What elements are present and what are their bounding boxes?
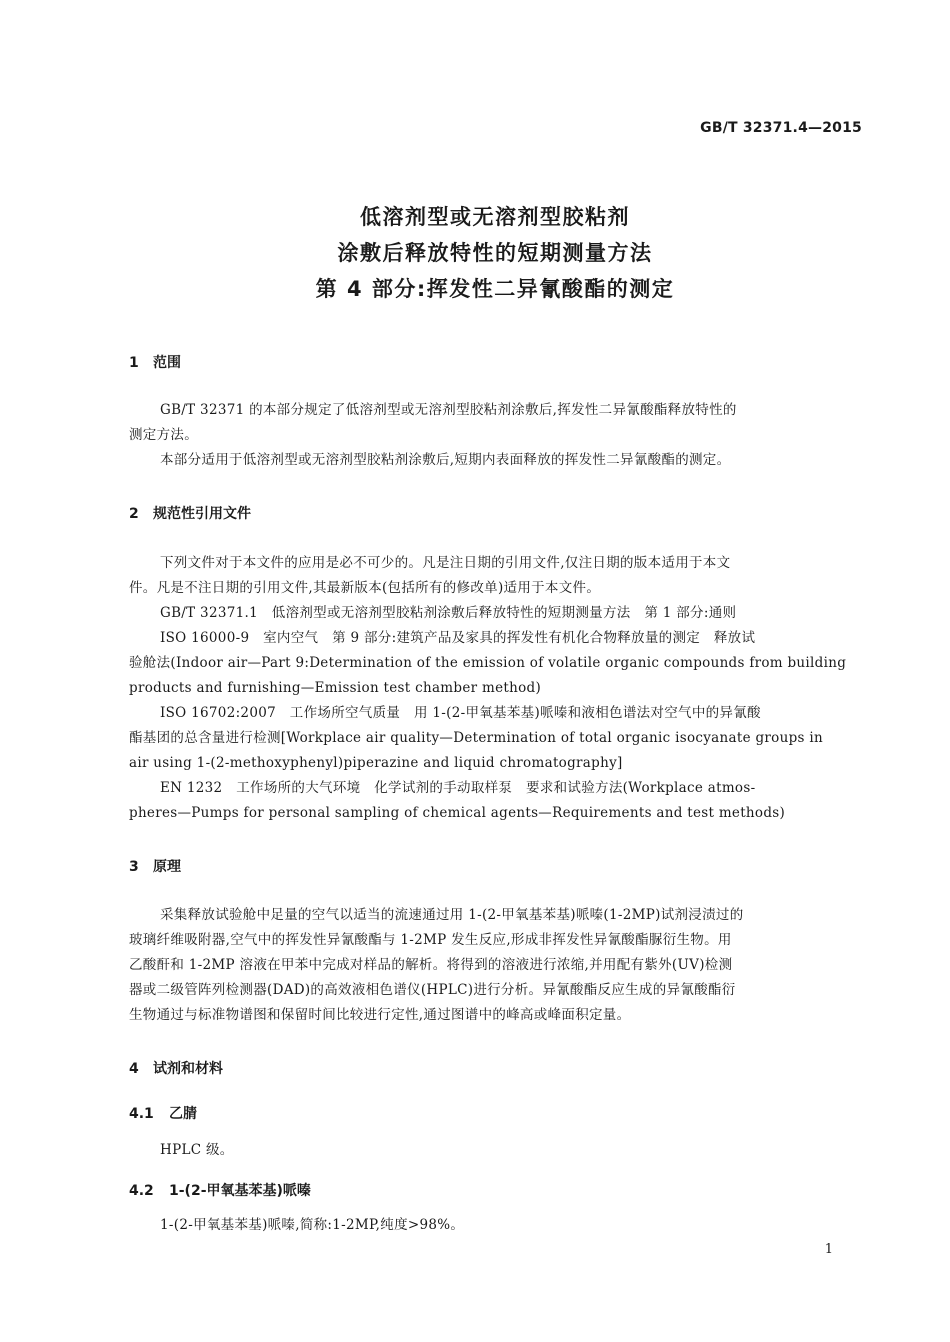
text-line: products and furnishing—Emission test chamber method) [129,680,542,696]
subsection-4-1-body [129,1138,860,1163]
section-title: 规范性引用文件 [153,506,251,522]
page-number: 1 [824,1242,833,1257]
subsection-4-2-body [129,1213,860,1238]
section-3-heading [129,856,181,876]
text-line: 采集释放试验舱中足量的空气以适当的流速通过用 1-(2-甲氧基苯基)哌嗪(1-2MP)试剂浸渍过的 [160,907,744,923]
subsection-4-2-heading [129,1180,311,1200]
reference-item: GB/T 32371.1 低溶剂型或无溶剂型胶粘剂涂敷后释放特性的短期测量方法 第 1 部分:通则 [160,605,737,621]
section-2-body [129,551,860,826]
text-line: 件。凡是不注日期的引用文件,其最新版本(包括所有的修改单)适用于本文件。 [129,580,601,596]
text-line: 下列文件对于本文件的应用是必不可少的。凡是注日期的引用文件,仅注日期的版本适用于本文 [160,555,731,571]
title-line-1: 低溶剂型或无溶剂型胶粘剂 [360,205,630,229]
text-line: GB/T 32371 的本部分规定了低溶剂型或无溶剂型胶粘剂涂敷后,挥发性二异氰酸酯释放特性的 [160,402,737,418]
document-title [0,199,950,307]
text-line: 本部分适用于低溶剂型或无溶剂型胶粘剂涂敷后,短期内表面释放的挥发性二异氰酸酯的测定。 [160,452,731,468]
reference-item: EN 1232 工作场所的大气环境 化学试剂的手动取样泵 要求和试验方法(Workplace atmos- [160,780,756,796]
subsection-number: 4.2 [129,1183,154,1199]
section-number: 1 [129,355,139,371]
standard-code: GB/T 32371.4—2015 [700,120,862,136]
text-line: 玻璃纤维吸附器,空气中的挥发性异氰酸酯与 1-2MP 发生反应,形成非挥发性异氰酸酯脲衍生物。用 [129,932,732,948]
section-number: 3 [129,859,139,875]
subsection-number: 4.1 [129,1106,154,1122]
text-line: 生物通过与标准物谱图和保留时间比较进行定性,通过图谱中的峰高或峰面积定量。 [129,1007,631,1023]
section-2-heading [129,503,251,523]
text-line: 测定方法。 [129,427,198,443]
section-number: 4 [129,1061,139,1077]
section-title: 原理 [153,859,181,875]
section-1-heading [129,352,181,372]
text-line: 器或二级管阵列检测器(DAD)的高效液相色谱仪(HPLC)进行分析。异氰酸酯反应生成的异氰酸酯衍 [129,982,736,998]
section-3-body [129,903,860,1028]
section-title: 试剂和材料 [153,1061,223,1077]
section-title: 范围 [153,355,181,371]
text-line: 酯基团的总含量进行检测[Workplace air quality—Determination of total organic isocyanate groups in [129,730,823,746]
subsection-title: 乙腈 [169,1106,197,1122]
text-line: HPLC 级。 [160,1142,234,1158]
subsection-title: 1-(2-甲氧基苯基)哌嗪 [169,1183,311,1199]
section-1-body [129,398,860,473]
title-line-2: 涂敷后释放特性的短期测量方法 [337,241,653,265]
section-4-heading [129,1058,223,1078]
title-line-3: 第 4 部分:挥发性二异氰酸酯的测定 [315,277,675,301]
text-line: 验舱法(Indoor air—Part 9:Determination of the emission of volatile organic compounds from building [129,655,847,671]
reference-item: ISO 16702:2007 工作场所空气质量 用 1-(2-甲氧基苯基)哌嗪和液相色谱法对空气中的异氰酸 [160,705,761,721]
subsection-4-1-heading [129,1103,197,1123]
text-line: air using 1-(2-methoxyphenyl)piperazine and liquid chromatography] [129,755,623,771]
text-line: 乙酸酐和 1-2MP 溶液在甲苯中完成对样品的解析。将得到的溶液进行浓缩,并用配有紫外(UV)检测 [129,957,733,973]
text-line: pheres—Pumps for personal sampling of chemical agents—Requirements and test methods) [129,805,786,821]
text-line: 1-(2-甲氧基苯基)哌嗪,简称:1-2MP,纯度>98%。 [160,1217,465,1233]
reference-item: ISO 16000-9 室内空气 第 9 部分:建筑产品及家具的挥发性有机化合物释放量的测定 释放试 [160,630,756,646]
section-number: 2 [129,506,139,522]
